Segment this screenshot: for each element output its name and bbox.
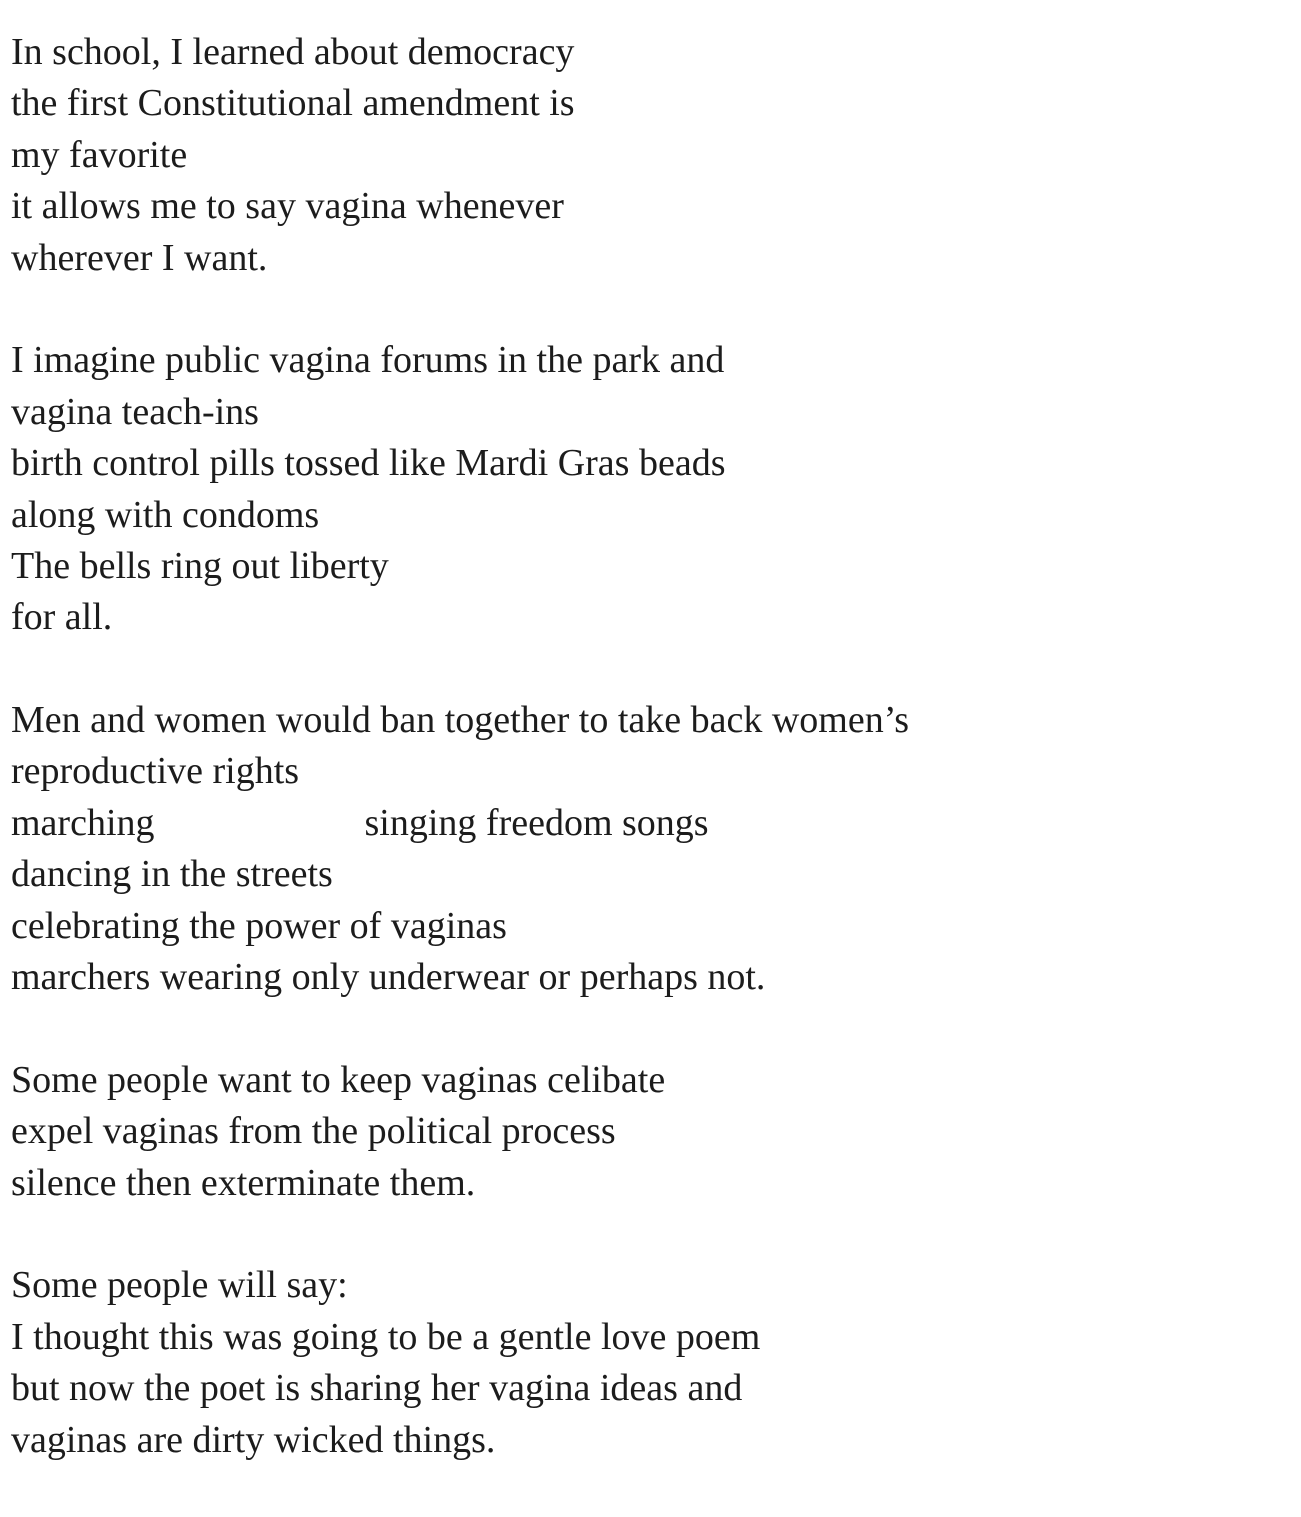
- poem-line: silence then exterminate them.: [11, 1161, 476, 1204]
- poem-line: vagina teach-ins: [11, 390, 259, 433]
- stanza-1: [11, 27, 1291, 284]
- poem-line: wherever I want.: [11, 236, 268, 279]
- poem-line: along with condoms: [11, 493, 320, 536]
- poem-line: I imagine public vagina forums in the park and: [11, 339, 725, 382]
- poem-line: Some people want to keep vaginas celibate: [11, 1058, 666, 1101]
- poem-line: In school, I learned about democracy: [11, 31, 575, 73]
- poem-line: The bells ring out liberty: [11, 544, 389, 587]
- poem-line: celebrating the power of vaginas: [11, 904, 507, 947]
- stanza-5: [11, 1260, 1291, 1466]
- stanza-4: [11, 1055, 1291, 1209]
- poem-line: reproductive rights: [11, 750, 300, 793]
- poem-line: birth control pills tossed like Mardi Gras beads: [11, 442, 726, 485]
- poem-line: marchers wearing only underwear or perhaps not.: [11, 956, 766, 999]
- poem-line: Men and women would ban together to take back women’s: [11, 699, 910, 742]
- poem-line-part: marching: [11, 801, 155, 844]
- poem-line: dancing in the streets: [11, 853, 333, 896]
- poem-line: expel vaginas from the political process: [11, 1110, 616, 1153]
- poem-text: [11, 27, 1291, 1517]
- poem-line: Some people will say:: [11, 1264, 348, 1307]
- poem-line: vaginas are dirty wicked things.: [11, 1418, 496, 1461]
- stanza-3: [11, 695, 1291, 1003]
- poem-line: but now the poet is sharing her vagina ideas and: [11, 1367, 743, 1410]
- poem-line: it allows me to say vagina whenever: [11, 185, 564, 228]
- poem-line-split: [11, 798, 1291, 849]
- poem-line-part: singing freedom songs: [364, 801, 709, 844]
- poem-line: for all.: [11, 596, 113, 639]
- poem-line: I thought this was going to be a gentle love poem: [11, 1315, 761, 1358]
- poem-line: my favorite: [11, 133, 188, 176]
- poem-line: the first Constitutional amendment is: [11, 82, 575, 125]
- stanza-2: [11, 335, 1291, 643]
